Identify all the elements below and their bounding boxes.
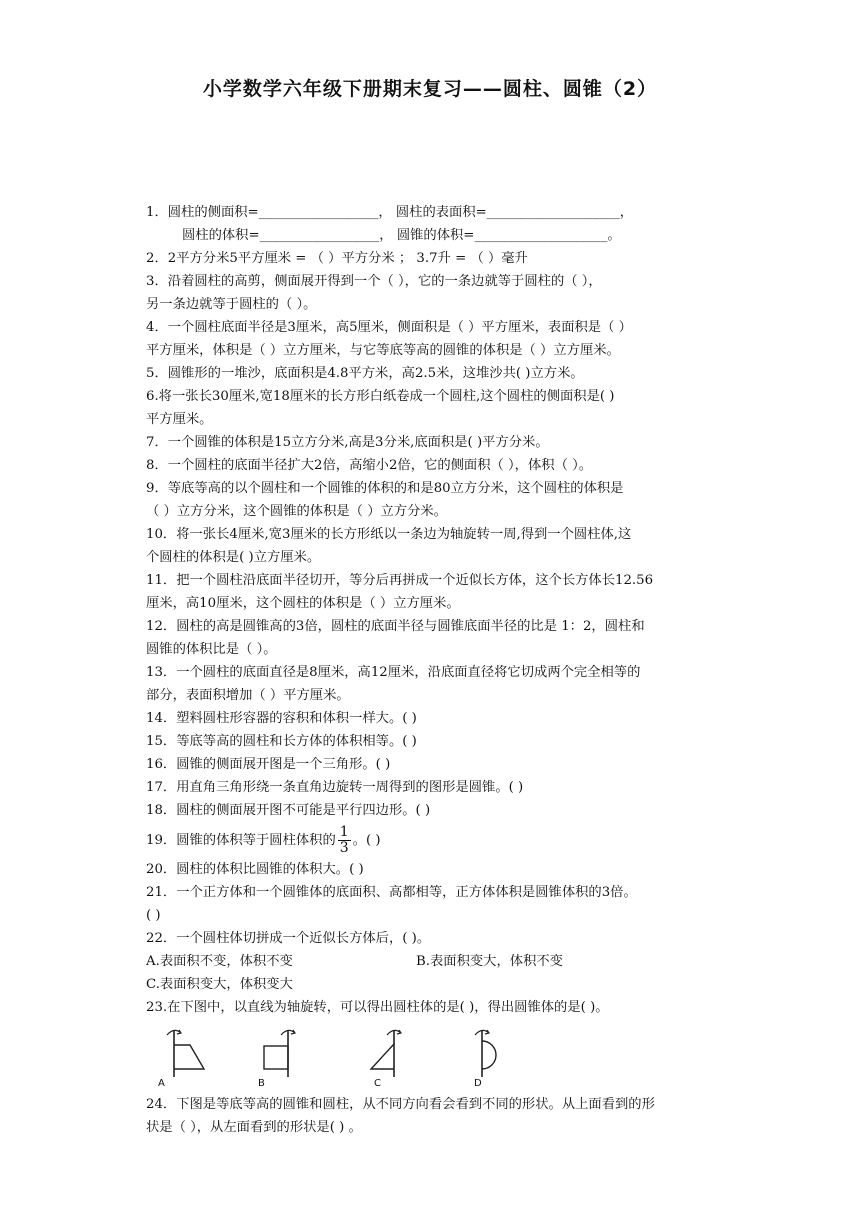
question-2: 2．2平方分米5平方厘米 = （ ）平方分米 ； 3.7升 = （ ）毫升: [146, 251, 528, 266]
question-19-text: 19．圆锥的体积等于圆柱体积的: [146, 832, 336, 848]
question-11-line-1: 11．把一个圆柱沿底面半径切开，等分后再拼成一个近似长方体，这个长方体长12.56: [146, 573, 654, 588]
question-21-line-1: 21．一个正方体和一个圆锥体的底面积、高都相等，正方体体积是圆锥体积的3倍。: [146, 885, 637, 900]
question-9-line-2: （ ）立方分米，这个圆锥的体积是（ ）立方分米。: [146, 504, 447, 519]
question-3-line-1: 3．沿着圆柱的高剪，侧面展开得到一个（ ），它的一条边就等于圆柱的（ ），: [146, 274, 602, 289]
question-13-line-2: 部分，表面积增加（ ）平方厘米。: [146, 688, 350, 703]
question-7: 7．一个圆锥的体积是15立方分米,高是3分米,底面积是( )平方分米。: [146, 435, 549, 450]
question-6-line-2: 平方厘米。: [146, 412, 213, 427]
question-14: 14．塑料圆柱形容器的容积和体积一样大。( ): [146, 711, 417, 726]
figure-label-b: B: [258, 1078, 265, 1089]
page-title: 小学数学六年级下册期末复习——圆柱、圆锥（2）: [202, 78, 658, 100]
figure-d: [466, 1027, 516, 1087]
fraction-denominator: 3: [339, 839, 349, 856]
question-16: 16．圆锥的侧面展开图是一个三角形。( ): [146, 757, 391, 772]
figure-b: [258, 1027, 308, 1087]
question-6-line-1: 6.将一张长30厘米,宽18厘米的长方形白纸卷成一个圆柱,这个圆柱的侧面积是( ): [146, 389, 615, 404]
figure-a: [158, 1027, 218, 1087]
question-10-line-1: 10．将一张长4厘米,宽3厘米的长方形纸以一条边为轴旋转一周,得到一个圆柱体,这: [146, 527, 632, 542]
figure-label-d: D: [474, 1078, 482, 1089]
question-19-tail: 。( ): [352, 832, 381, 848]
question-22: 22．一个圆柱体切拼成一个近似长方体后，( )。: [146, 931, 431, 946]
square-rotation-icon: [258, 1027, 308, 1079]
question-1-line-2: 圆柱的体积=__________________， 圆锥的体积=____________________。: [182, 228, 621, 243]
question-4-line-1: 4．一个圆柱底面半径是3厘米，高5厘米，侧面积是（ ）平方厘米，表面积是（ ）: [146, 320, 632, 335]
question-12-line-1: 12．圆柱的高是圆锥高的3倍，圆柱的底面半径与圆锥底面半径的比是 1：2，圆柱和: [146, 619, 645, 634]
question-24-line-2: 状是（ ），从左面看到的形状是( ) 。: [146, 1120, 362, 1135]
question-4-line-2: 平方厘米，体积是（ ）立方厘米，与它等底等高的圆锥的体积是（ ）立方厘米。: [146, 343, 620, 358]
question-11-line-2: 厘米，高10厘米，这个圆柱的体积是（ ）立方厘米。: [146, 596, 460, 611]
question-17: 17．用直角三角形绕一条直角边旋转一周得到的图形是圆锥。( ): [146, 780, 524, 795]
question-22-options-row: [146, 950, 718, 973]
question-9-line-1: 9．等底等高的以个圆柱和一个圆锥的体积的和是80立方分米，这个圆柱的体积是: [146, 481, 624, 496]
fraction-one-third: [338, 825, 351, 856]
fraction-numerator: 1: [339, 823, 349, 840]
question-3-line-2: 另一条边就等于圆柱的（ ）。: [146, 297, 317, 312]
question-1-line-1: 1．圆柱的侧面积=__________________， 圆柱的表面积=____________________，: [146, 205, 634, 220]
question-10-line-2: 个圆柱的体积是( )立方厘米。: [146, 550, 321, 565]
question-12-line-2: 圆锥的体积比是（ ）。: [146, 642, 277, 657]
option-c: C.表面积变大，体积变大: [146, 977, 293, 992]
question-18: 18．圆柱的侧面展开图不可能是平行四边形。( ): [146, 803, 431, 818]
question-24-line-1: 24．下图是等底等高的圆锥和圆柱，从不同方向看会看到不同的形状。从上面看到的形: [146, 1097, 655, 1112]
question-list: [146, 201, 718, 1139]
rotation-figures: [146, 1027, 718, 1089]
question-15: 15．等底等高的圆柱和长方体的体积相等。( ): [146, 734, 417, 749]
triangle-rotation-icon: [364, 1027, 414, 1079]
question-19: [146, 822, 718, 858]
question-21-line-2: ( ): [146, 908, 161, 923]
figure-label-c: C: [374, 1078, 381, 1089]
question-23: 23.在下图中，以直线为轴旋转，可以得出圆柱体的是( )，得出圆锥体的是( )。: [146, 1000, 609, 1015]
question-13-line-1: 13．一个圆柱的底面直径是8厘米，高12厘米，沿底面直径将它切成两个完全相等的: [146, 665, 641, 680]
figure-c: [364, 1027, 414, 1087]
figure-label-a: A: [158, 1078, 165, 1089]
question-8: 8．一个圆柱的底面半径扩大2倍，高缩小2倍，它的侧面积（ ），体积（ ）。: [146, 458, 593, 473]
option-b: B.表面积变大，体积不变: [416, 954, 563, 969]
trapezoid-rotation-icon: [158, 1027, 218, 1079]
option-a: A.表面积不变，体积不变: [146, 954, 293, 969]
question-20: 20．圆柱的体积比圆锥的体积大。( ): [146, 862, 364, 877]
question-5: 5．圆锥形的一堆沙，底面积是4.8平方米，高2.5米，这堆沙共( )立方米。: [146, 366, 584, 381]
